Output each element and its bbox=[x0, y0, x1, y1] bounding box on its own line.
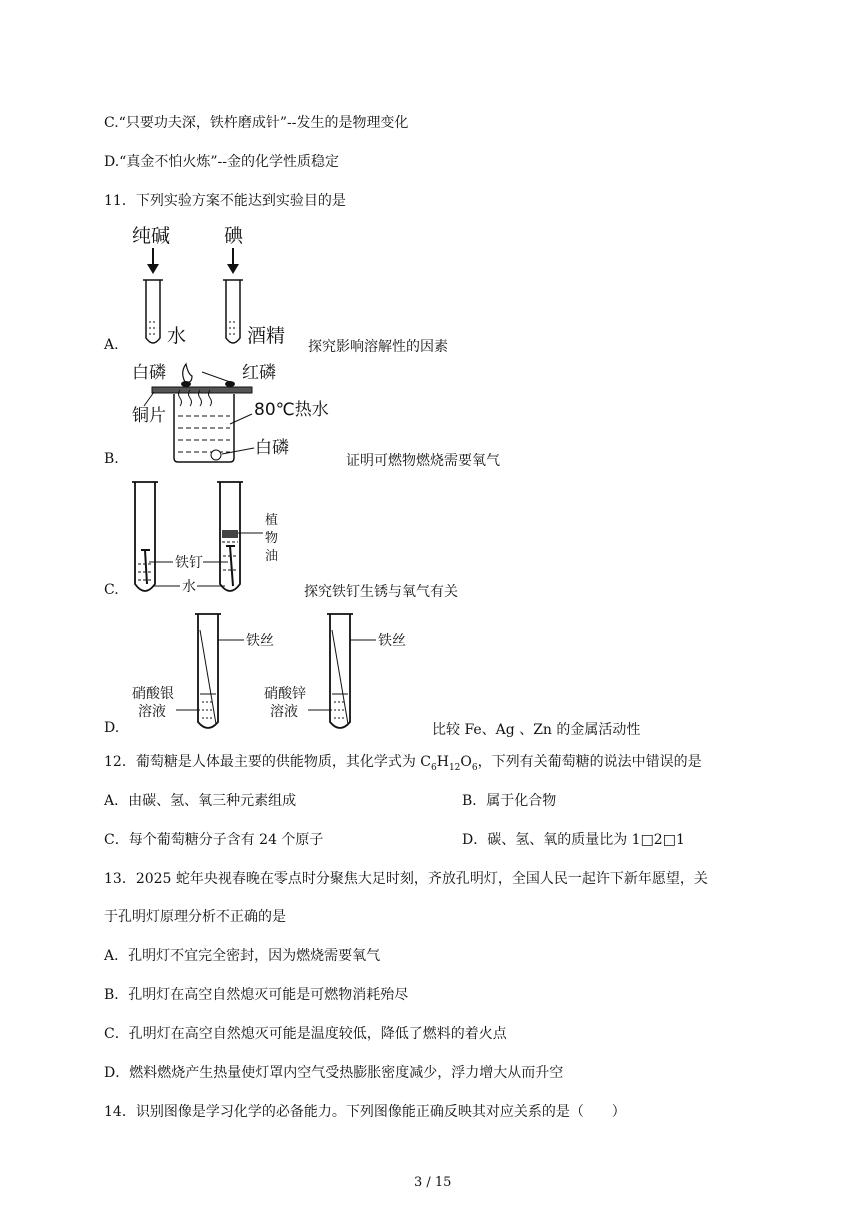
label-oil-1: 植 bbox=[265, 513, 279, 528]
q14-stem: 14．识别图像是学习化学的必备能力。下列图像能正确反映其对应关系的是（ ） bbox=[104, 1104, 626, 1120]
label-white-p-top: 白磷 bbox=[132, 363, 166, 383]
label-hot-water: 80℃热水 bbox=[254, 400, 329, 420]
label-red-p: 红磷 bbox=[242, 363, 276, 383]
q11-b-desc: 证明可燃物燃烧需要氧气 bbox=[346, 453, 500, 469]
label-iodine: 碘 bbox=[224, 225, 244, 247]
q13-option-d: D．燃料燃烧产生热量使灯罩内空气受热膨胀密度减少，浮力增大从而升空 bbox=[104, 1065, 564, 1081]
label-alcohol: 酒精 bbox=[247, 325, 286, 347]
q12-option-b: B．属于化合物 bbox=[462, 793, 557, 809]
q13-stem-1: 13．2025 蛇年央视春晚在零点时分聚焦大足时刻，齐放孔明灯，全国人民一起许下新年愿望，关 bbox=[104, 871, 708, 887]
q11-d-letter: D. bbox=[104, 720, 120, 736]
q13-option-b: B．孔明灯在高空自然熄灭可能是可燃物消耗殆尽 bbox=[104, 987, 409, 1003]
q13-option-c: C．孔明灯在高空自然熄灭可能是温度较低，降低了燃料的着火点 bbox=[104, 1026, 507, 1042]
q13-stem-2: 于孔明灯原理分析不正确的是 bbox=[104, 909, 286, 925]
label-white-p-bottom: 白磷 bbox=[255, 438, 289, 458]
q11-c-desc: 探究铁钉生锈与氧气有关 bbox=[304, 584, 458, 600]
q11-a-letter: A. bbox=[104, 337, 119, 353]
label-copper: 铜片 bbox=[132, 406, 166, 426]
q12-stem: 12．葡萄糖是人体最主要的供能物质，其化学式为 $C_6H_{12}O_6$，下列有关葡萄糖的说法中错误的是 bbox=[104, 754, 702, 773]
q12-option-d: D．碳、氢、氧的质量比为 1□2□1 bbox=[462, 832, 685, 848]
label-wire-2: 铁丝 bbox=[378, 633, 406, 649]
q11-c-letter: C. bbox=[104, 582, 119, 598]
label-water: 水 bbox=[167, 325, 187, 347]
q11-c-figure bbox=[125, 476, 295, 601]
q11-b-figure bbox=[130, 358, 330, 468]
label-sol2-l1: 硝酸锌 bbox=[264, 686, 306, 702]
q13-option-a: A．孔明灯不宜完全密封，因为燃烧需要氧气 bbox=[104, 948, 381, 964]
label-oil-3: 油 bbox=[265, 549, 279, 564]
label-sol1-l2: 溶液 bbox=[138, 704, 166, 720]
q12-option-c: C．每个葡萄糖分子含有 24 个原子 bbox=[104, 832, 324, 848]
q11-a-desc: 探究影响溶解性的因素 bbox=[308, 339, 448, 355]
page-number: 3 / 15 bbox=[414, 1175, 452, 1190]
q11-d-figure bbox=[128, 610, 428, 738]
label-sol2-l2: 溶液 bbox=[270, 704, 298, 720]
label-nail: 铁钉 bbox=[175, 555, 203, 571]
label-wire-1: 铁丝 bbox=[246, 633, 274, 649]
q11-a-figure bbox=[120, 222, 290, 352]
label-water-c: 水 bbox=[182, 579, 196, 595]
q10-option-c: C.“只要功夫深，铁杵磨成针”--发生的是物理变化 bbox=[104, 115, 409, 131]
q11-stem: 11．下列实验方案不能达到实验目的是 bbox=[104, 193, 346, 209]
label-soda: 纯碱 bbox=[132, 225, 171, 247]
q10-option-d: D.“真金不怕火炼”--金的化学性质稳定 bbox=[104, 154, 339, 170]
q11-b-letter: B. bbox=[104, 451, 119, 467]
label-oil-2: 物 bbox=[265, 531, 279, 546]
q12-option-a: A．由碳、氢、氧三种元素组成 bbox=[104, 793, 297, 809]
label-sol1-l1: 硝酸银 bbox=[132, 686, 174, 702]
q11-d-desc: 比较 Fe、Ag 、Zn 的金属活动性 bbox=[432, 722, 641, 738]
